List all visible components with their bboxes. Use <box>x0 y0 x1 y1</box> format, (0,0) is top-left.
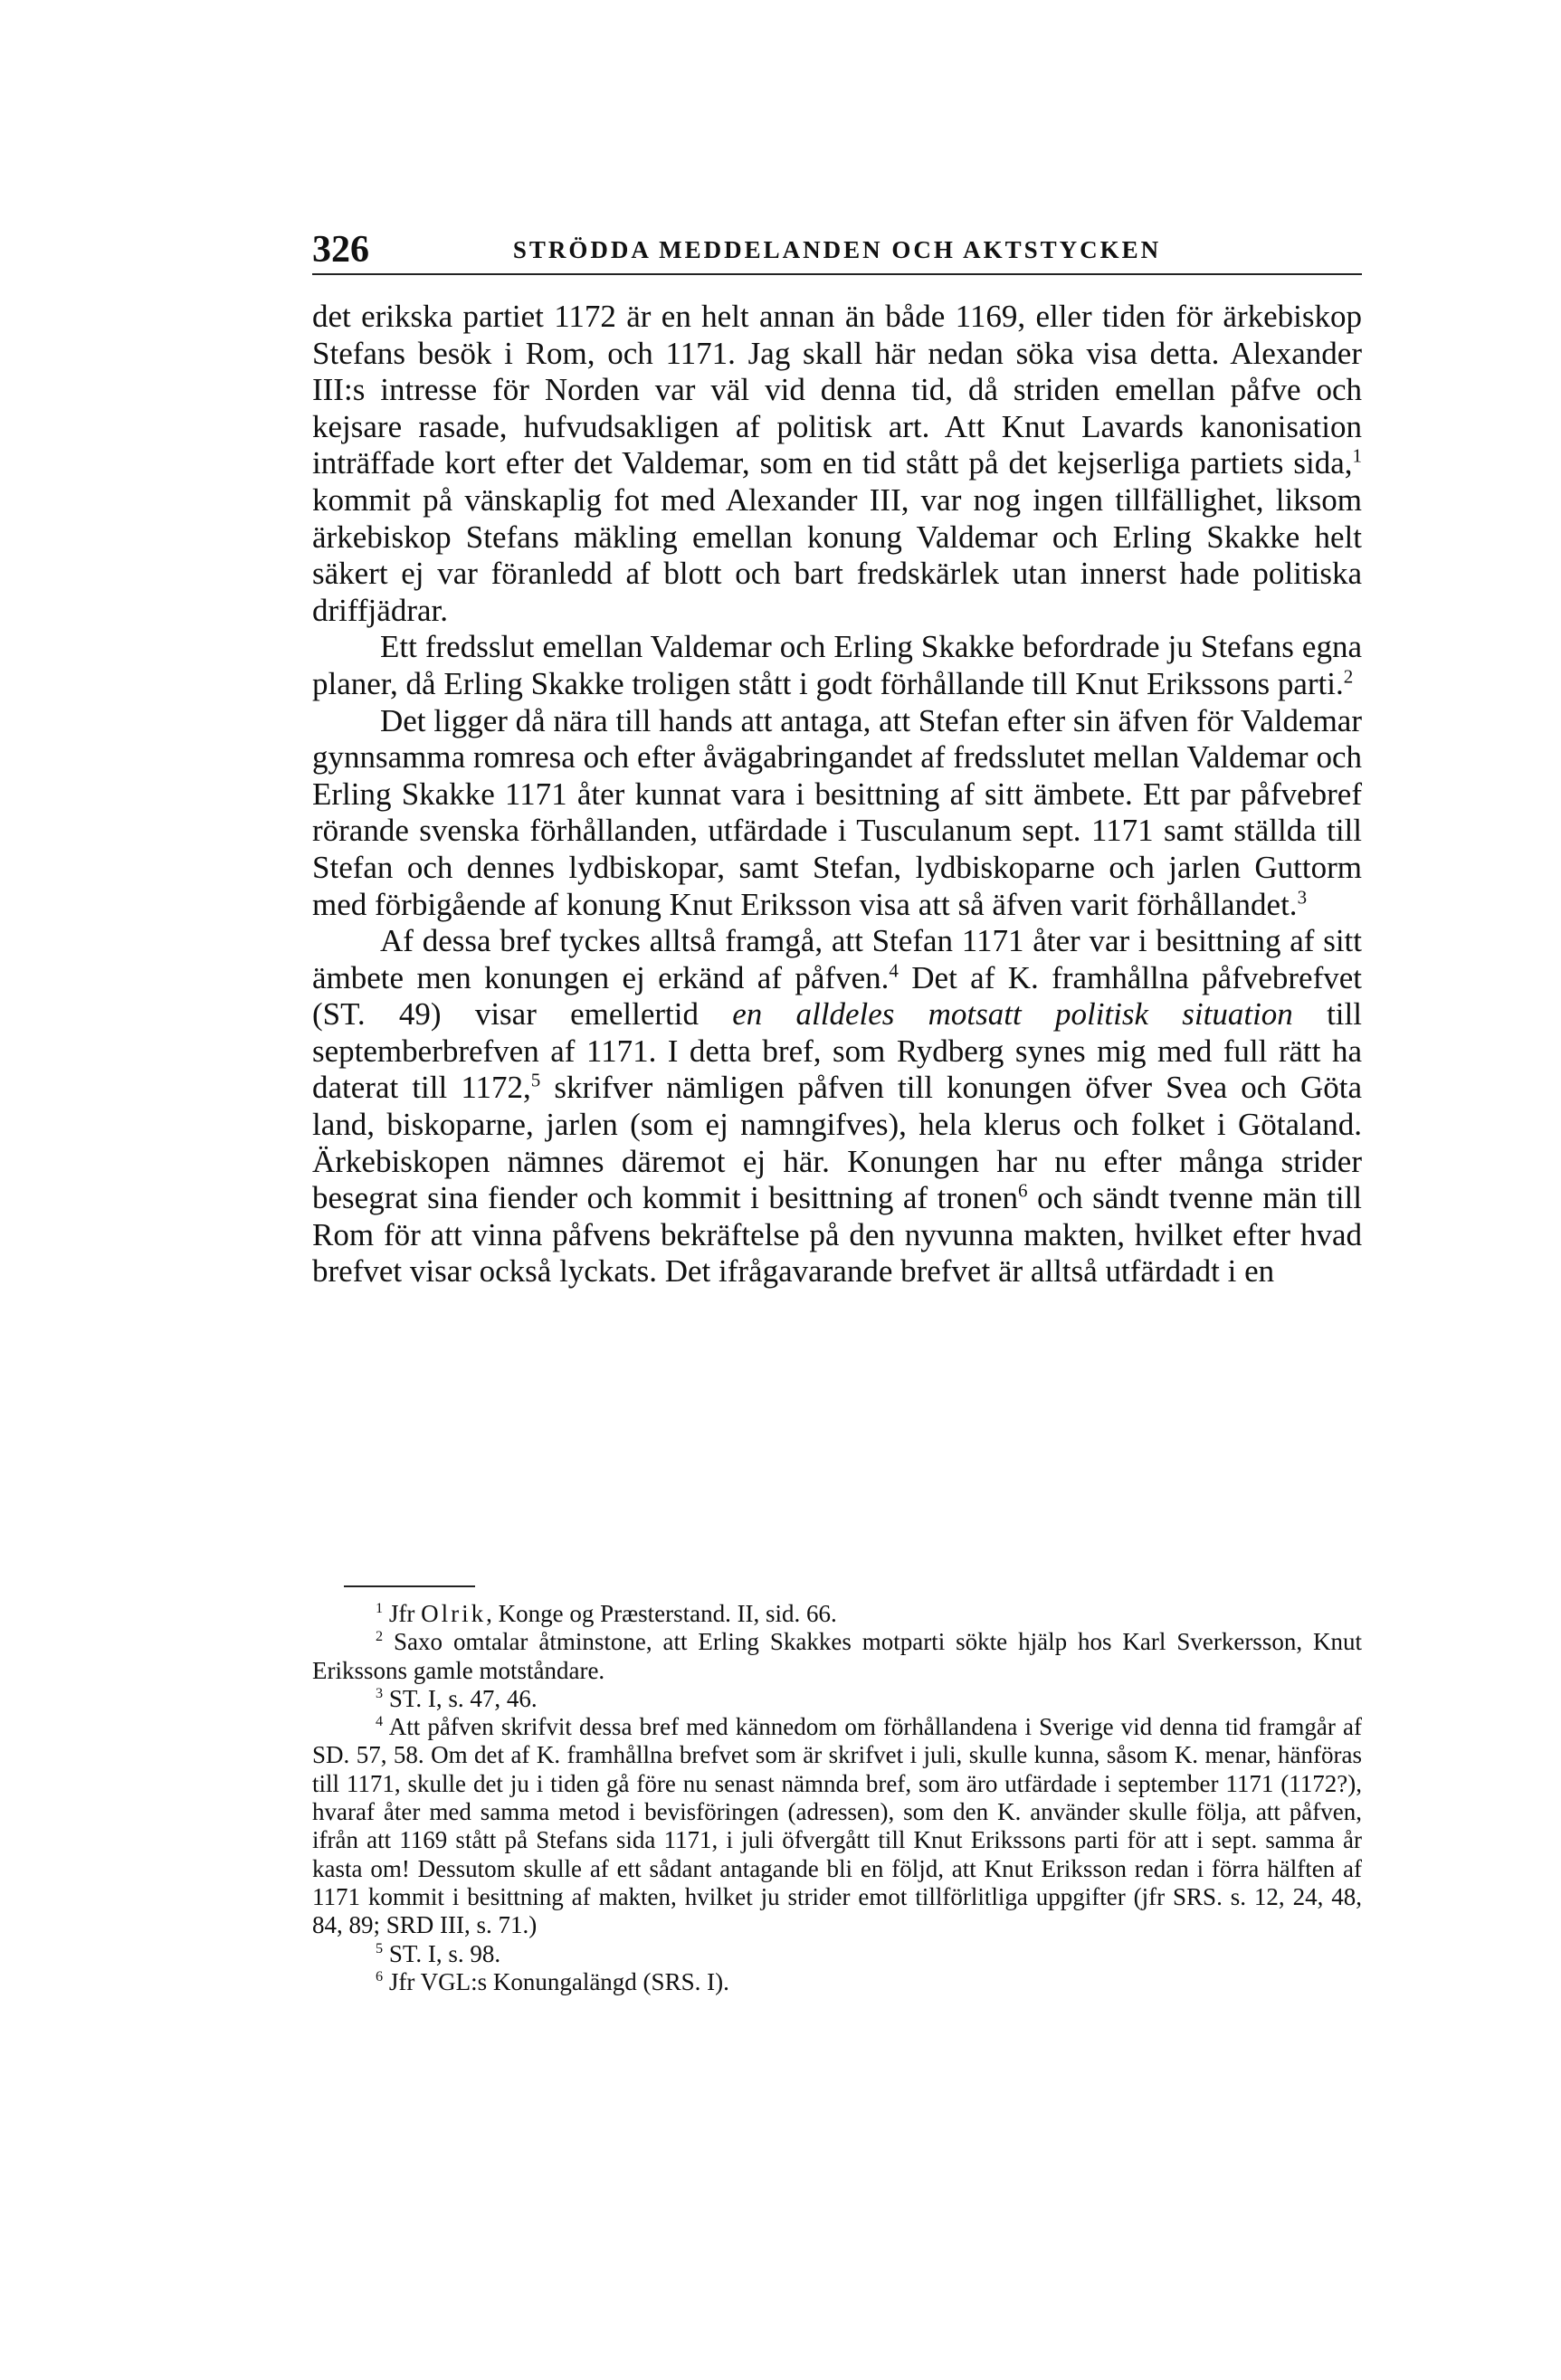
paragraph-3-text: Det ligger då nära till hands att antaga, att Stefan efter sin äfven för Valdemar gynnsamma romresa och efter åvägabringandet af fredsslutet mellan Valdemar och Erling Skakke 1171 åter kunnat vara i besittning af sitt ämbete. Ett par påfvebref rörande svenska förhållanden, utfärdade i Tusculanum sept. 1171 samt ställda till Stefan och dennes lydbiskopar, samt Stefan, lydbiskoparne och jarlen Guttorm med förbigående af konung Knut Eriksson visa att så äfven varit förhållandet. <box>312 702 1362 922</box>
footnote-6 <box>312 1968 1362 1996</box>
paragraph-1-text-cont: kommit på vänskaplig fot med Alexander III, var nog ingen tillfällighet, liksom ärkebiskop Stefans mäkling emellan konung Valdemar och Erling Skakke helt säkert ej var föranledd af blott och bart fredskärlek utan innerst hade politiska driffjädrar. <box>312 481 1362 628</box>
running-head: STRÖDDA MEDDELANDEN OCH AKTSTYCKEN <box>512 236 1162 263</box>
paragraph-4-italic: en alldeles motsatt politisk situation <box>732 996 1293 1033</box>
paragraph-2-text: Ett fredsslut emellan Valdemar och Erling Skakke befordrade ju Stefans egna planer, då Erling Skakke troligen stått i godt förhållande till Knut Erikssons parti. <box>312 629 1362 701</box>
paragraph-2 <box>312 629 1362 702</box>
footnote-text: ST. I, s. 98. <box>388 1939 501 1967</box>
footnote-ref-3: 3 <box>1297 885 1308 908</box>
paragraph-4-text-e: och sändt tvenne män till Rom för att vinna påfvens bekräftelse på den nyvunna makten, hvilket efter hvad brefvet visar också lyckats. Det ifrågavarande brefvet är alltså utfärdadt i en <box>312 1180 1362 1290</box>
footnote-divider <box>344 1585 475 1587</box>
body-text <box>312 299 1362 1290</box>
footnote-text: Saxo omtalar åtminstone, att Erling Skakkes motparti sökte hjälp hos Karl Sverkersson, Knut Erikssons gamle motståndare. <box>312 1628 1362 1684</box>
footnote-ref-6: 6 <box>1018 1179 1028 1202</box>
footnotes <box>312 1600 1362 1996</box>
footnote-text: Att påfven skrifvit dessa bref med kännedom om förhållandena i Sverige vid denna tid framgår af SD. 57, 58. Om det af K. framhållna brefvet som är skrifvet i juli, skulle kunna, såsom K. menar, hänföras till 1171, skulle det ju i tiden gå före nu senast nämnda bref, som äro utfärdade i september 1171 (1172?), hvaraf åter med samma metod i bevisföringen (adressen), som den K. använder skulle följa, att påfven, ifrån att 1169 stått på Stefans sida 1171, i juli öfvergått till Knut Erikssons parti för att i sept. samma år kasta om! Dessutom skulle af ett sådant antagande bli en följd, att Knut Eriksson redan i förra hälften af 1171 kommit i besittning af makten, hvilket ju strider emot tillförlitliga uppgifter (jfr SRS. s. 12, 24, 48, 84, 89; SRD III, s. 71.) <box>312 1713 1362 1939</box>
footnote-2 <box>312 1628 1362 1685</box>
footnote-3 <box>312 1685 1362 1713</box>
paragraph-4-text-b: Det af K. framhållna påfvebrefvet (ST. 49) visar emellertid <box>312 959 1362 1033</box>
paragraph-1-text: det erikska partiet 1172 är en helt annan än både 1169, eller tiden för ärkebiskop Stefans besök i Rom, och 1171. Jag skall här nedan söka visa detta. Alexander III:s intresse för Norden var väl vid denna tid, då striden emellan påfve och kejsare rasade, hufvudsakligen af politisk art. Att Knut Lavards kanonisation inträffade kort efter det Valdemar, som en tid stått på det kejserliga partiets sida, <box>312 299 1362 481</box>
footnote-mark: 4 <box>376 1713 384 1730</box>
footnote-mark: 3 <box>376 1684 384 1701</box>
paragraph-3 <box>312 703 1362 924</box>
footnote-text: , Konge og Præsterstand. II, sid. 66. <box>486 1600 837 1627</box>
paragraph-4-text-c: till septemberbrefven af 1171. I detta bref, som Rydberg synes mig med full rätt ha daterat till 1172, <box>312 996 1362 1106</box>
page-number: 326 <box>312 229 369 271</box>
paragraph-4-text-a: Af dessa bref tyckes alltså framgå, att Stefan 1171 åter var i besittning af sitt ämbete men konungen ej erkänd af påfven. <box>312 923 1362 995</box>
footnote-mark: 1 <box>376 1600 384 1616</box>
footnote-ref-2: 2 <box>1343 665 1354 688</box>
footnote-mark: 5 <box>376 1939 384 1956</box>
footnote-4 <box>312 1713 1362 1939</box>
page-header <box>312 226 1362 275</box>
footnote-mark: 2 <box>376 1628 384 1645</box>
footnote-author: Olrik <box>421 1600 487 1627</box>
footnote-text: ST. I, s. 47, 46. <box>388 1684 538 1712</box>
paragraph-4-text-d: skrifver nämligen påfven till konungen öfver Svea och Göta land, biskoparne, jarlen (som ej namngifves), hela klerus och folket i Götaland. Ärkebiskopen nämnes däremot ej här. Konungen har nu efter många strider besegrat sina fiender och kommit i besittning af tronen <box>312 1070 1362 1216</box>
footnote-ref-1: 1 <box>1352 444 1362 467</box>
footnote-ref-4: 4 <box>889 959 899 982</box>
paragraph-4 <box>312 923 1362 1290</box>
footnote-1 <box>312 1600 1362 1628</box>
footnote-5 <box>312 1940 1362 1968</box>
footnote-mark: 6 <box>376 1967 384 1985</box>
footnote-ref-5: 5 <box>530 1069 541 1091</box>
paragraph-1 <box>312 299 1362 629</box>
footnote-text: Jfr <box>388 1600 422 1627</box>
footnote-text: Jfr VGL:s Konungalängd (SRS. I). <box>388 1967 729 1995</box>
